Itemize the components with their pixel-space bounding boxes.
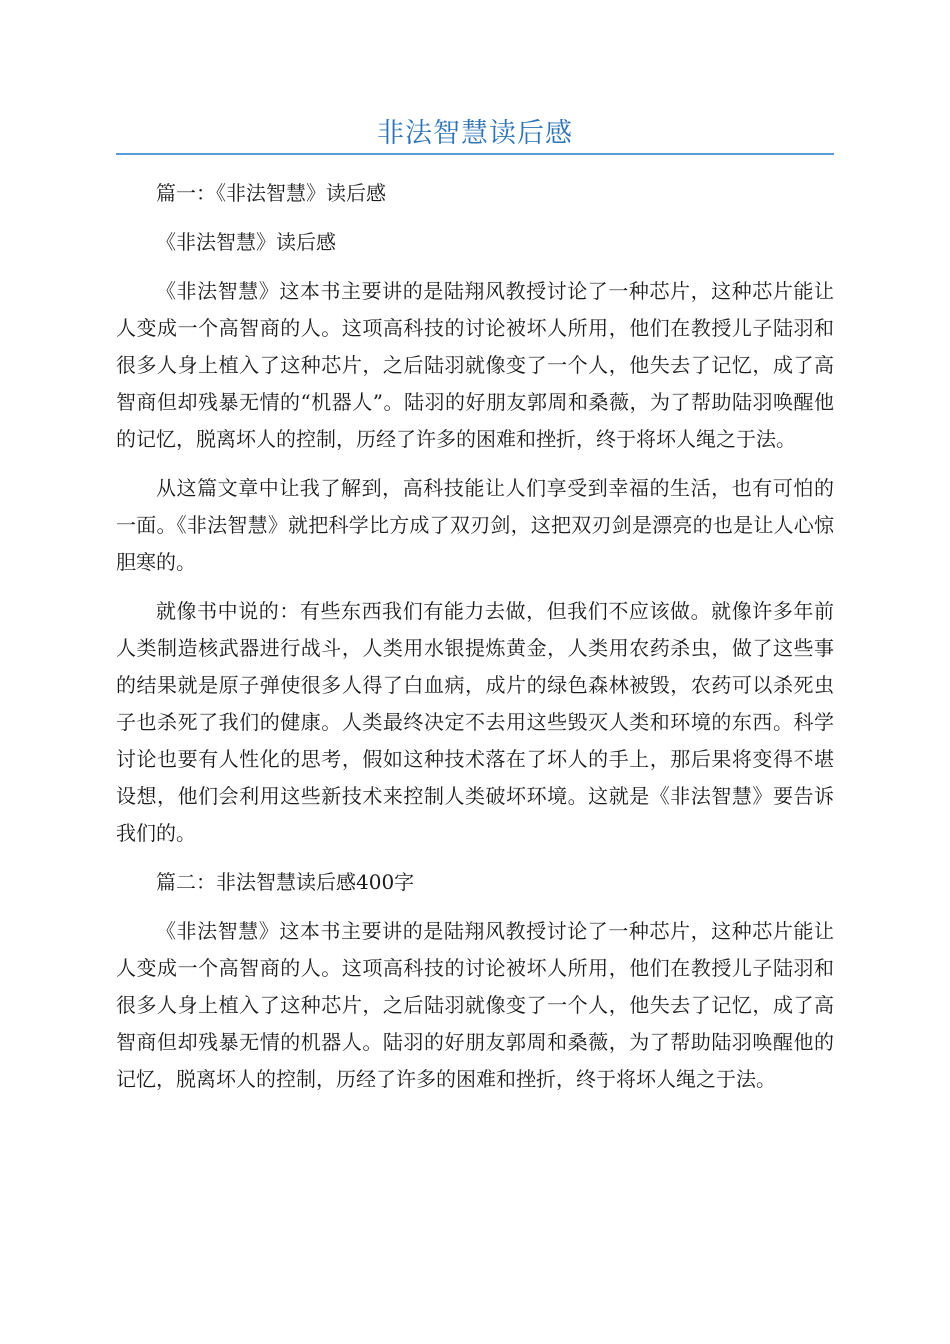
title-underline-rule <box>116 153 834 155</box>
section-heading-part-two: 篇二：非法智慧读后感400字 <box>156 870 415 894</box>
body-paragraph-reflection: 从这篇文章中让我了解到，高科技能让人们享受到幸福的生活，也有可怕的一面。《非法智慧》就把科学比方成了双刃剑，这把双刃剑是漂亮的也是让人心惊胆寒的。 <box>116 476 834 574</box>
document-title: 非法智慧读后感 <box>377 118 573 149</box>
document-body <box>116 175 834 1110</box>
subheading-book-title: 《非法智慧》读后感 <box>156 230 336 254</box>
body-paragraph-summary: 《非法智慧》这本书主要讲的是陆翔风教授讨论了一种芯片，这种芯片能让人变成一个高智商的人。这项高科技的讨论被坏人所用，他们在教授儿子陆羽和很多人身上植入了这种芯片，之后陆羽就像变了一个人，他失去了记忆，成了高智商但却残暴无情的“机器人”。陆羽的好朋友郭周和桑薇，为了帮助陆羽唤醒他的记忆，脱离坏人的控制，历经了许多的困难和挫折，终于将坏人绳之于法。 <box>116 279 834 451</box>
section-heading-part-one: 篇一：《非法智慧》读后感 <box>156 181 386 205</box>
body-paragraph-summary-two: 《非法智慧》这本书主要讲的是陆翔风教授讨论了一种芯片，这种芯片能让人变成一个高智商的人。这项高科技的讨论被坏人所用，他们在教授儿子陆羽和很多人身上植入了这种芯片，之后陆羽就像变了一个人，他失去了记忆，成了高智商但却残暴无情的机器人。陆羽的好朋友郭周和桑薇，为了帮助陆羽唤醒他的记忆，脱离坏人的控制，历经了许多的困难和挫折，终于将坏人绳之于法。 <box>116 919 834 1091</box>
body-paragraph-examples: 就像书中说的：有些东西我们有能力去做，但我们不应该做。就像许多年前人类制造核武器进行战斗，人类用水银提炼黄金，人类用农药杀虫，做了这些事的结果就是原子弹使很多人得了白血病，成片的绿色森林被毁，农药可以杀死虫子也杀死了我们的健康。人类最终决定不去用这些毁灭人类和环境的东西。科学讨论也要有人性化的思考，假如这种技术落在了坏人的手上，那后果将变得不堪设想，他们会利用这些新技术来控制人类破坏环境。这就是《非法智慧》要告诉我们的。 <box>116 599 834 845</box>
